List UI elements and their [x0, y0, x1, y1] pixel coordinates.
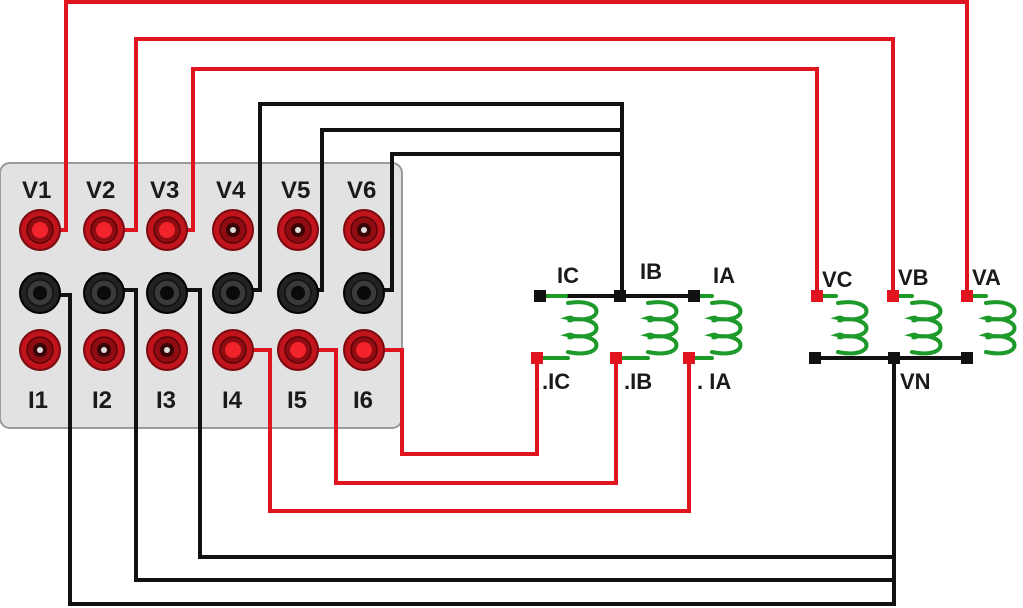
label-i6: I6: [353, 387, 374, 414]
vt-coil-a: [986, 302, 1015, 353]
ct-label-ic: IC: [557, 263, 579, 288]
jack-v2[interactable]: [84, 210, 124, 250]
label-i2: I2: [92, 387, 113, 414]
label-i5: I5: [287, 387, 308, 414]
label-i3: I3: [156, 387, 177, 414]
jack-v4[interactable]: [213, 210, 253, 250]
jack-n1[interactable]: [20, 273, 60, 313]
vt-labels: [822, 265, 1001, 394]
ct-term-ia[interactable]: [688, 290, 700, 302]
label-v1: V1: [22, 177, 52, 204]
jack-i2[interactable]: [84, 330, 124, 370]
label-v5: V5: [281, 177, 311, 204]
ct-term-dot-ic[interactable]: [531, 352, 543, 364]
vt-label-va: VA: [972, 265, 1001, 290]
jack-i1[interactable]: [20, 330, 60, 370]
vt-term-n-c[interactable]: [809, 352, 821, 364]
label-v6: V6: [347, 177, 377, 204]
label-v2: V2: [86, 177, 116, 204]
ct-coil-c: [568, 302, 597, 353]
label-i4: I4: [222, 387, 243, 414]
jack-v5[interactable]: [278, 210, 318, 250]
jack-v6[interactable]: [344, 210, 384, 250]
vt-coil-b: [912, 302, 941, 353]
jack-i5[interactable]: [278, 330, 318, 370]
jack-i4[interactable]: [213, 330, 253, 370]
vt-term-n-a[interactable]: [961, 352, 973, 364]
vt-term-vb[interactable]: [887, 290, 899, 302]
ct-label-ia: IA: [713, 263, 735, 288]
ct-label-dot-ia: . IA: [697, 369, 732, 394]
ct-term-ic[interactable]: [534, 290, 546, 302]
jack-n5[interactable]: [278, 273, 318, 313]
label-i1: I1: [28, 387, 49, 414]
jack-i3[interactable]: [147, 330, 187, 370]
jack-n6[interactable]: [344, 273, 384, 313]
ct-coil-b: [648, 302, 677, 353]
vt-term-n-b[interactable]: [888, 352, 900, 364]
ct-label-ib: IB: [640, 259, 662, 284]
vt-label-vc: VC: [822, 267, 853, 292]
jack-v1[interactable]: [20, 210, 60, 250]
ct-term-dot-ia[interactable]: [683, 352, 695, 364]
vt-label-vn: VN: [900, 369, 931, 394]
jack-i6[interactable]: [344, 330, 384, 370]
label-v4: V4: [216, 177, 246, 204]
coils-layer: [540, 296, 1015, 358]
jack-n4[interactable]: [213, 273, 253, 313]
ct-label-dot-ic: .IC: [542, 369, 571, 394]
jack-n3[interactable]: [147, 273, 187, 313]
label-v3: V3: [150, 177, 180, 204]
ct-term-ib[interactable]: [614, 290, 626, 302]
ct-term-dot-ib[interactable]: [610, 352, 622, 364]
vt-label-vb: VB: [898, 265, 929, 290]
ct-coil-a: [712, 302, 741, 353]
vt-coil-c: [838, 302, 867, 353]
ct-label-dot-ib: .IB: [624, 369, 653, 394]
ct-labels: [542, 259, 735, 394]
vt-term-va[interactable]: [961, 290, 973, 302]
jack-n2[interactable]: [84, 273, 124, 313]
jack-v3[interactable]: [147, 210, 187, 250]
